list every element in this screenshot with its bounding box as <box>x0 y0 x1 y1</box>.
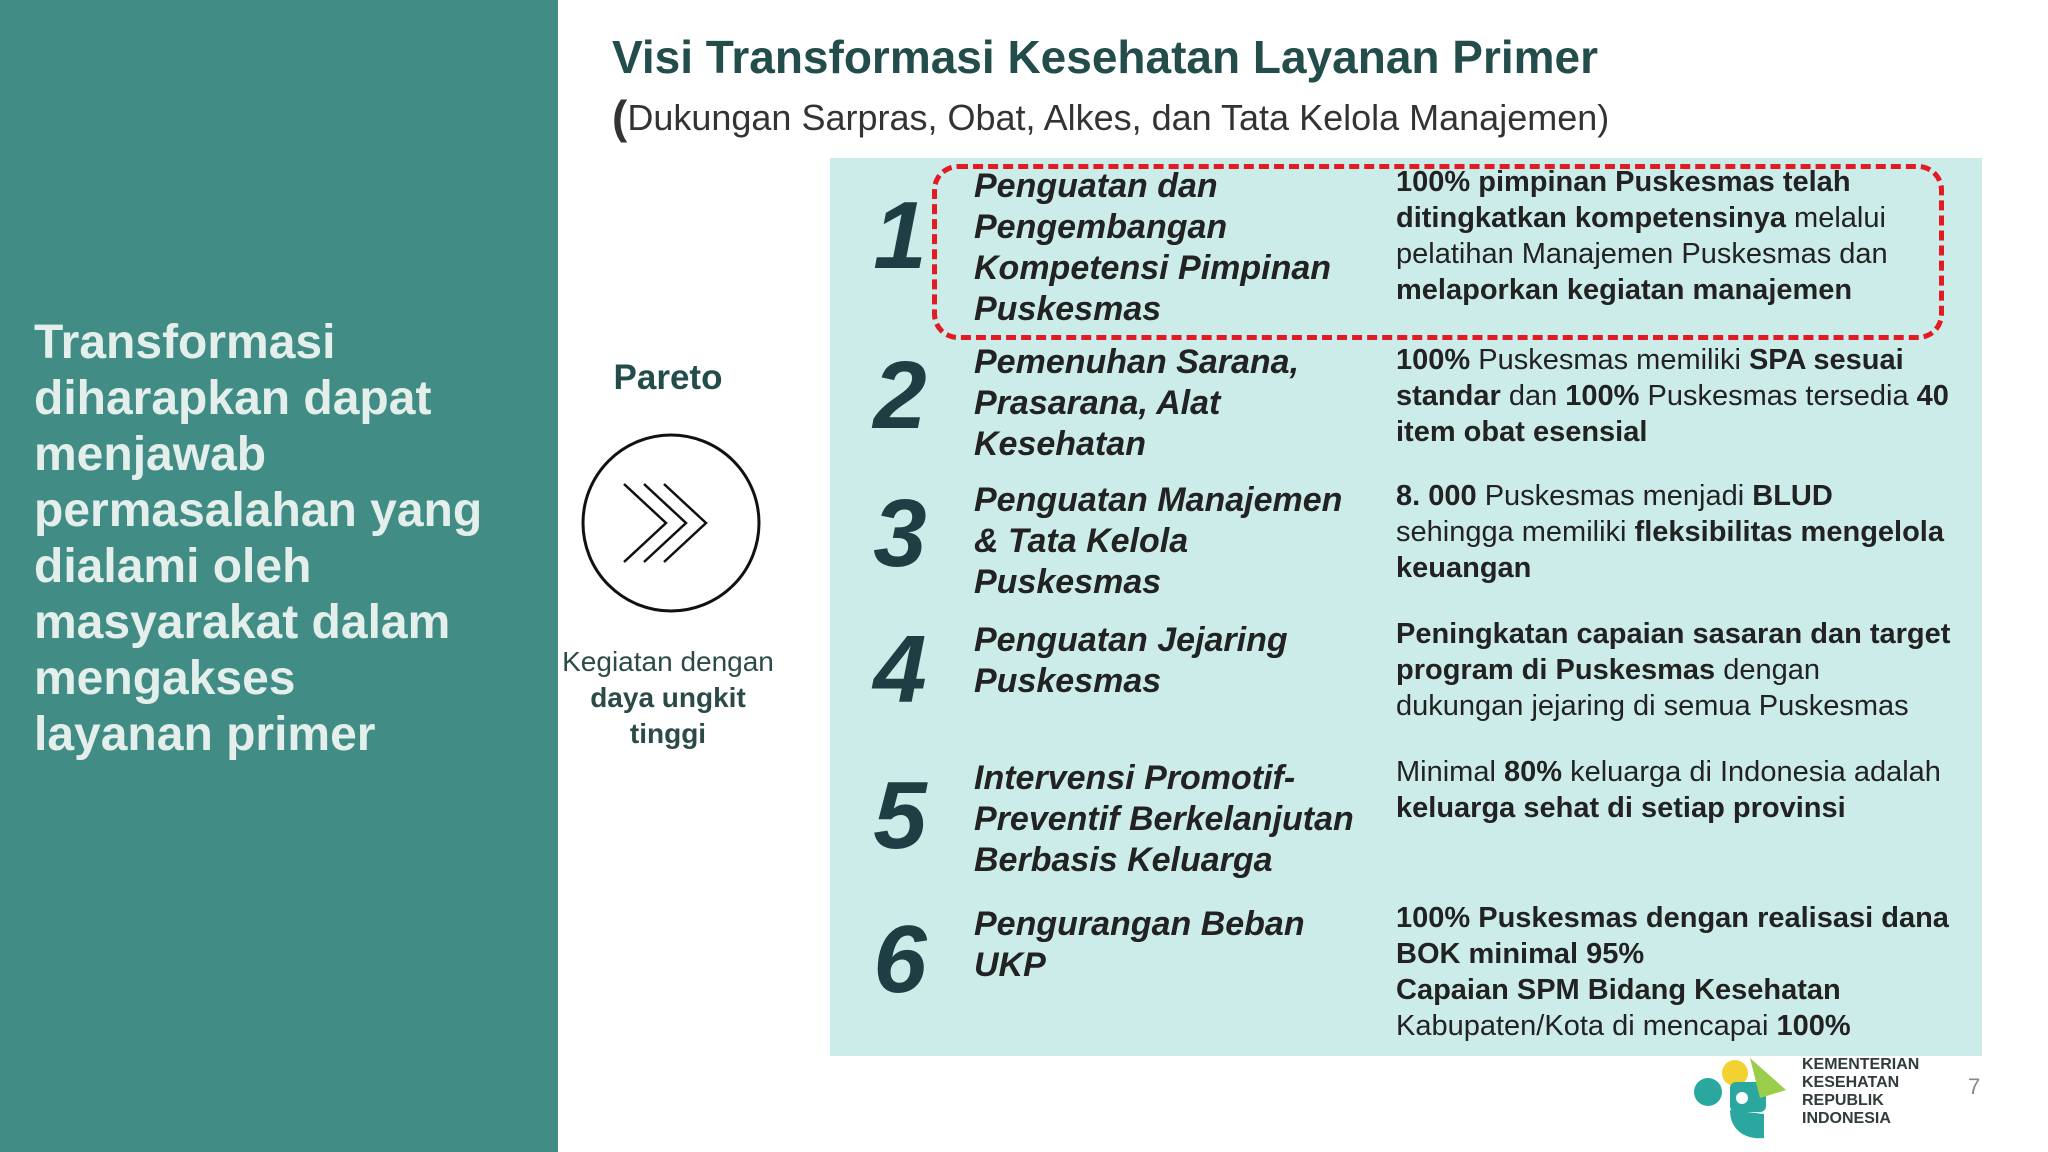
pareto-caption-line: Kegiatan dengan <box>562 646 774 677</box>
row-title-line: UKP <box>974 946 1046 984</box>
row-description <box>1396 478 1981 586</box>
row-description <box>1396 342 1981 450</box>
description-bold-text: melaporkan kegiatan manajemen <box>1396 274 1853 306</box>
row-description-line <box>1396 616 1981 652</box>
left-panel <box>0 0 558 1152</box>
row-description <box>1396 900 1981 1044</box>
row-description-line <box>1396 478 1981 514</box>
row-number: 2 <box>873 342 927 449</box>
description-bold-text: program di Puskesmas <box>1396 654 1716 686</box>
row-number: 3 <box>873 480 927 587</box>
logo-text-line: INDONESIA <box>1802 1110 1891 1127</box>
description-text: Puskesmas memiliki <box>1470 344 1749 376</box>
row-title-line: Pengurangan Beban <box>974 905 1305 943</box>
description-bold-text: 8. 000 <box>1396 480 1477 512</box>
row-title-line: Penguatan dan <box>974 167 1218 205</box>
row-title <box>974 342 1366 465</box>
row-description-line <box>1396 550 1981 586</box>
row-number: 4 <box>873 616 927 723</box>
kemenkes-logo-icon <box>1690 1052 1790 1144</box>
description-bold-text: 100% Puskesmas dengan realisasi dana <box>1396 902 1949 934</box>
row-description-line <box>1396 754 1981 790</box>
description-text: Minimal <box>1396 756 1504 788</box>
pareto-caption-bold: daya ungkit <box>590 682 746 713</box>
row-title-line: Kesehatan <box>974 425 1146 463</box>
pareto-caption-bold: tinggi <box>629 718 707 749</box>
row-description-line <box>1396 652 1981 688</box>
description-text: Puskesmas menjadi <box>1476 480 1753 512</box>
description-bold-text: BOK minimal 95% <box>1396 938 1645 970</box>
row-number: 5 <box>873 762 927 869</box>
row-title-line: Penguatan Manajemen <box>974 481 1343 519</box>
row-title-line: Pemenuhan Sarana, <box>974 343 1300 381</box>
row-description-line <box>1396 972 1981 1008</box>
statement-line: mengakses <box>34 652 296 705</box>
description-bold-text: keluarga sehat di setiap provinsi <box>1396 792 1846 824</box>
description-bold-text: ditingkatkan kompetensinya <box>1396 202 1786 234</box>
description-text: Kabupaten/Kota di mencapai <box>1396 1010 1777 1042</box>
row-description-line <box>1396 414 1981 450</box>
row-description-line <box>1396 1008 1981 1044</box>
row-title-line: Puskesmas <box>974 563 1162 601</box>
logo-text <box>1802 1056 1919 1128</box>
row-description-line <box>1396 936 1981 972</box>
statement-line: diharapkan dapat <box>34 372 432 425</box>
row-description-line <box>1396 790 1981 826</box>
subtitle-text: Dukungan Sarpras, Obat, Alkes, dan Tata Kelola Manajemen) <box>627 97 1610 138</box>
row-title <box>974 904 1366 986</box>
description-bold-text: BLUD <box>1752 480 1833 512</box>
description-bold-text: 80% <box>1503 756 1563 788</box>
description-bold-text: 100% <box>1396 344 1471 376</box>
description-bold-text: keuangan <box>1396 552 1532 584</box>
row-title <box>974 620 1366 702</box>
row-title-line: Puskesmas <box>974 662 1162 700</box>
highlight-box <box>932 164 1944 340</box>
description-text: pelatihan Manajemen Puskesmas dan <box>1396 238 1888 270</box>
subtitle-paren: ( <box>612 91 628 143</box>
description-text: Puskesmas tersedia <box>1639 380 1917 412</box>
row-description-line <box>1396 378 1981 414</box>
statement-line: Transformasi <box>34 316 336 369</box>
page-number: 7 <box>1968 1074 1981 1099</box>
logo-text-line: REPUBLIK <box>1802 1092 1884 1109</box>
row-description-line <box>1396 688 1981 724</box>
row-title-line: Berbasis Keluarga <box>974 841 1273 879</box>
description-bold-text: standar <box>1396 380 1501 412</box>
row-title-line: Preventif Berkelanjutan <box>974 800 1354 838</box>
row-title-line: Penguatan Jejaring <box>974 621 1288 659</box>
statement-line: menjawab <box>34 428 267 481</box>
description-bold-text: SPA sesuai <box>1748 344 1904 376</box>
row-title-line: & Tata Kelola <box>974 522 1189 560</box>
description-text: sehingga memiliki <box>1396 516 1635 548</box>
row-title-line: Puskesmas <box>974 290 1162 328</box>
statement-line: dialami oleh <box>34 540 312 593</box>
left-panel-statement <box>34 315 544 763</box>
statement-line: masyarakat dalam <box>34 596 451 649</box>
statement-line: permasalahan yang <box>34 484 483 537</box>
statement-line: layanan primer <box>34 708 376 761</box>
description-text: keluarga di Indonesia adalah <box>1562 756 1941 788</box>
row-title <box>974 758 1366 881</box>
description-text: melalui <box>1786 202 1886 234</box>
slide-subtitle <box>612 90 1609 144</box>
row-title-line: Kompetensi Pimpinan <box>974 249 1332 287</box>
row-title-line: Prasarana, Alat <box>974 384 1221 422</box>
description-bold-text: 100% pimpinan Puskesmas telah <box>1396 166 1851 198</box>
pareto-caption <box>556 644 780 752</box>
row-description <box>1396 754 1981 826</box>
description-bold-text: Peningkatan capaian sasaran dan target <box>1396 618 1951 650</box>
description-bold-text: Capaian SPM Bidang Kesehatan <box>1396 974 1841 1006</box>
description-bold-text: 40 <box>1916 380 1949 412</box>
row-title-line: Intervensi Promotif- <box>974 759 1296 797</box>
row-title-line: Pengembangan <box>974 208 1228 246</box>
logo-text-line: KESEHATAN <box>1802 1074 1900 1091</box>
description-text: dan <box>1500 380 1566 412</box>
pareto-label: Pareto <box>613 358 723 397</box>
double-chevron-right-icon <box>580 432 762 614</box>
row-description-line <box>1396 342 1981 378</box>
row-title <box>974 480 1366 603</box>
description-text: dukungan jejaring di semua Puskesmas <box>1396 690 1909 722</box>
row-description-line <box>1396 900 1981 936</box>
row-number: 1 <box>873 182 927 289</box>
description-bold-text: fleksibilitas mengelola <box>1634 516 1944 548</box>
description-text: dengan <box>1715 654 1820 686</box>
row-description-line <box>1396 514 1981 550</box>
description-bold-text: item obat esensial <box>1396 416 1648 448</box>
slide-title: Visi Transformasi Kesehatan Layanan Primer <box>612 31 1599 83</box>
row-number: 6 <box>873 906 927 1013</box>
logo-text-line: KEMENTERIAN <box>1802 1056 1920 1073</box>
description-bold-text: 100% <box>1565 380 1640 412</box>
row-description <box>1396 616 1981 724</box>
description-bold-text: 100% <box>1776 1010 1851 1042</box>
